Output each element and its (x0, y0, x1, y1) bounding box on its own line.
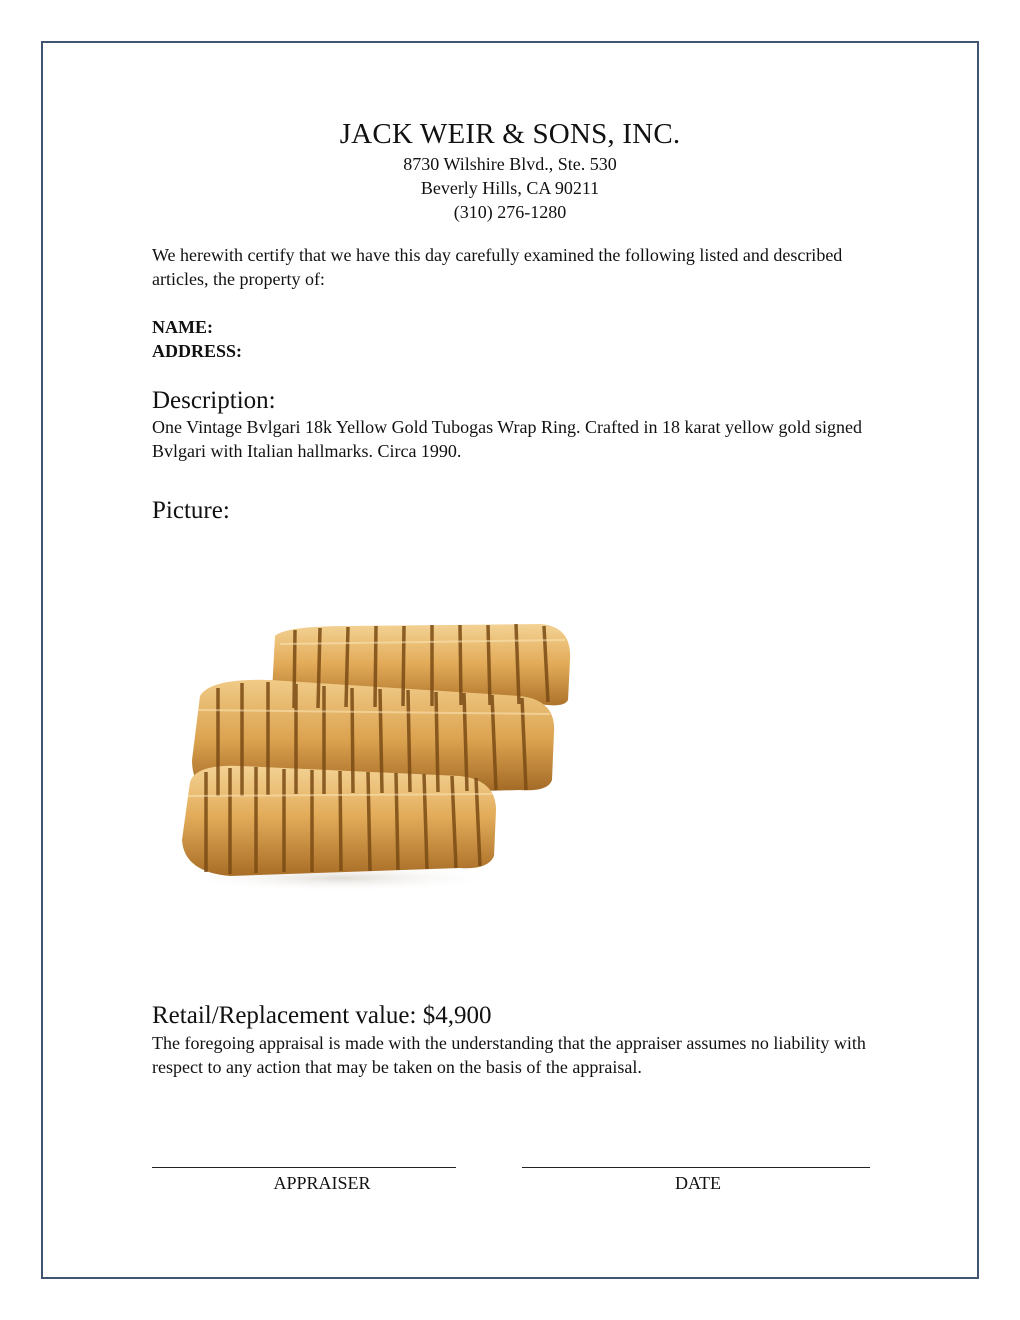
description-text: One Vintage Bvlgari 18k Yellow Gold Tubogas Wrap Ring. Crafted in 18 karat yellow gold signed Bvlgari with Italian hallmarks. Circa 1990. (152, 417, 862, 461)
owner-address-label: ADDRESS: (152, 341, 243, 361)
liability-disclaimer: The foregoing appraisal is made with the understanding that the appraiser assumes no liability with respect to any action that may be taken on the basis of the appraisal. (152, 1033, 866, 1077)
phone-number: (310) 276-1280 (453, 202, 567, 222)
picture-heading: Picture: (152, 497, 230, 524)
date-signature-line (522, 1167, 870, 1168)
certification-intro: We herewith certify that we have this day carefully examined the following listed and described articles, the property of: (152, 245, 843, 289)
appraiser-label: APPRAISER (273, 1173, 371, 1193)
company-name: JACK WEIR & SONS, INC. (339, 118, 681, 150)
ring-image (170, 600, 590, 910)
address-line-2: Beverly Hills, CA 90211 (420, 178, 600, 198)
replacement-value-heading: Retail/Replacement value: $4,900 (152, 1002, 492, 1029)
appraiser-signature-line (152, 1167, 456, 1168)
address-line-1: 8730 Wilshire Blvd., Ste. 530 (403, 154, 617, 174)
letterhead (0, 116, 1020, 224)
owner-name-label: NAME: (152, 317, 213, 337)
description-heading: Description: (152, 387, 276, 414)
date-label: DATE (675, 1173, 721, 1193)
